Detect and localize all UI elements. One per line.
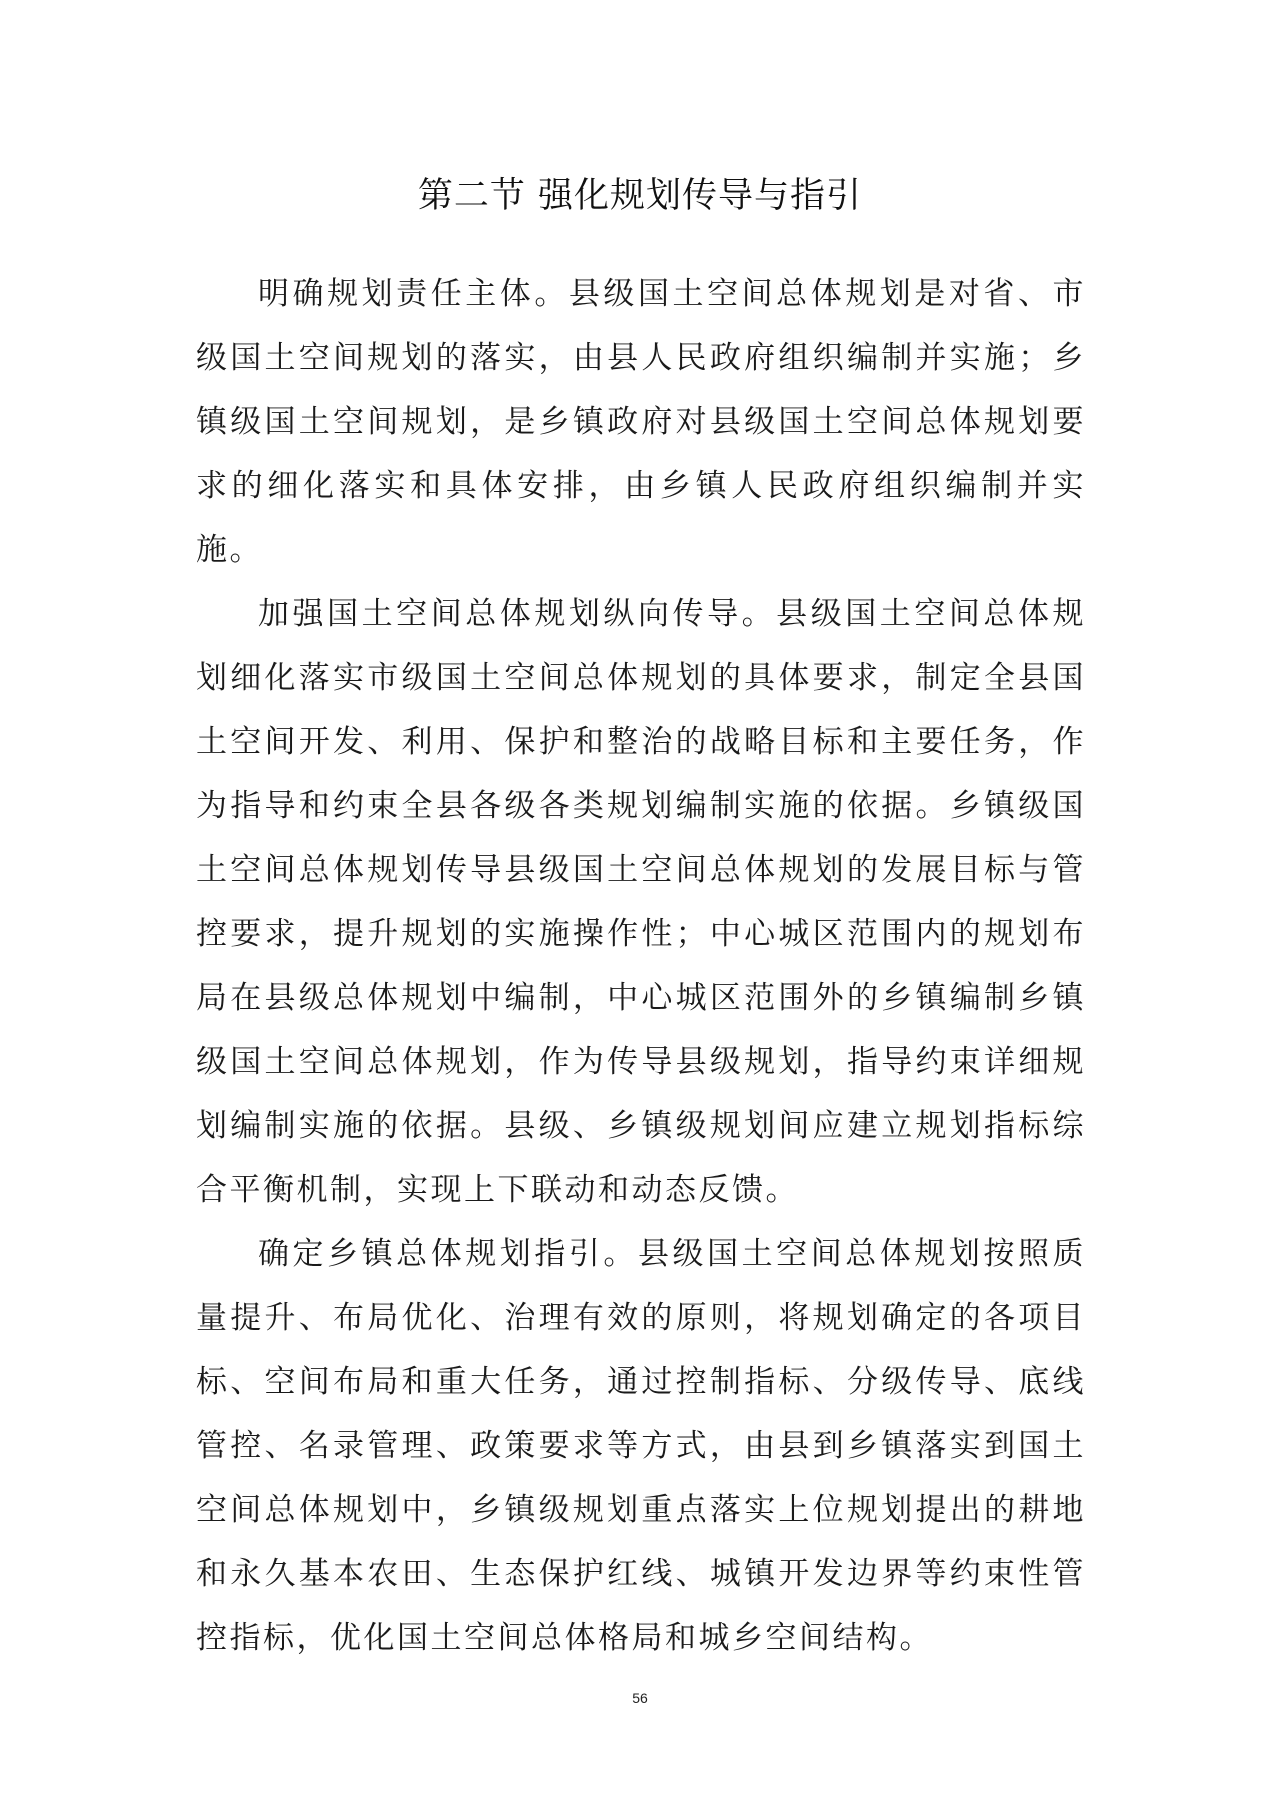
- paragraph-vertical-transmission: 加强国土空间总体规划纵向传导。县级国土空间总体规划细化落实市级国土空间总体规划的具体要求，制定全县国土空间开发、利用、保护和整治的战略目标和主要任务，作为指导和约束全县各级各类规划编制实施的依据。乡镇级国土空间总体规划传导县级国土空间总体规划的发展目标与管控要求，提升规划的实施操作性；中心城区范围内的规划布局在县级总体规划中编制，中心城区范围外的乡镇编制乡镇级国土空间总体规划，作为传导县级规划，指导约束详细规划编制实施的依据。县级、乡镇级规划间应建立规划指标综合平衡机制，实现上下联动和动态反馈。: [196, 596, 1086, 1208]
- page-number: 56: [632, 1690, 648, 1706]
- section-title: 第二节 强化规划传导与指引: [417, 176, 863, 216]
- paragraph-township-guidance: 确定乡镇总体规划指引。县级国土空间总体规划按照质量提升、布局优化、治理有效的原则，将规划确定的各项目标、空间布局和重大任务，通过控制指标、分级传导、底线管控、名录管理、政策要求等方式，由县到乡镇落实到国土空间总体规划中，乡镇级规划重点落实上位规划提出的耕地和永久基本农田、生态保护红线、城镇开发边界等约束性管控指标，优化国土空间总体格局和城乡空间结构。: [196, 1236, 1086, 1656]
- paragraph-planning-responsibility: 明确规划责任主体。县级国土空间总体规划是对省、市级国土空间规划的落实，由县人民政府组织编制并实施；乡镇级国土空间规划，是乡镇政府对县级国土空间总体规划要求的细化落实和具体安排，由乡镇人民政府组织编制并实施。: [196, 276, 1086, 568]
- body-text: [196, 262, 1086, 1670]
